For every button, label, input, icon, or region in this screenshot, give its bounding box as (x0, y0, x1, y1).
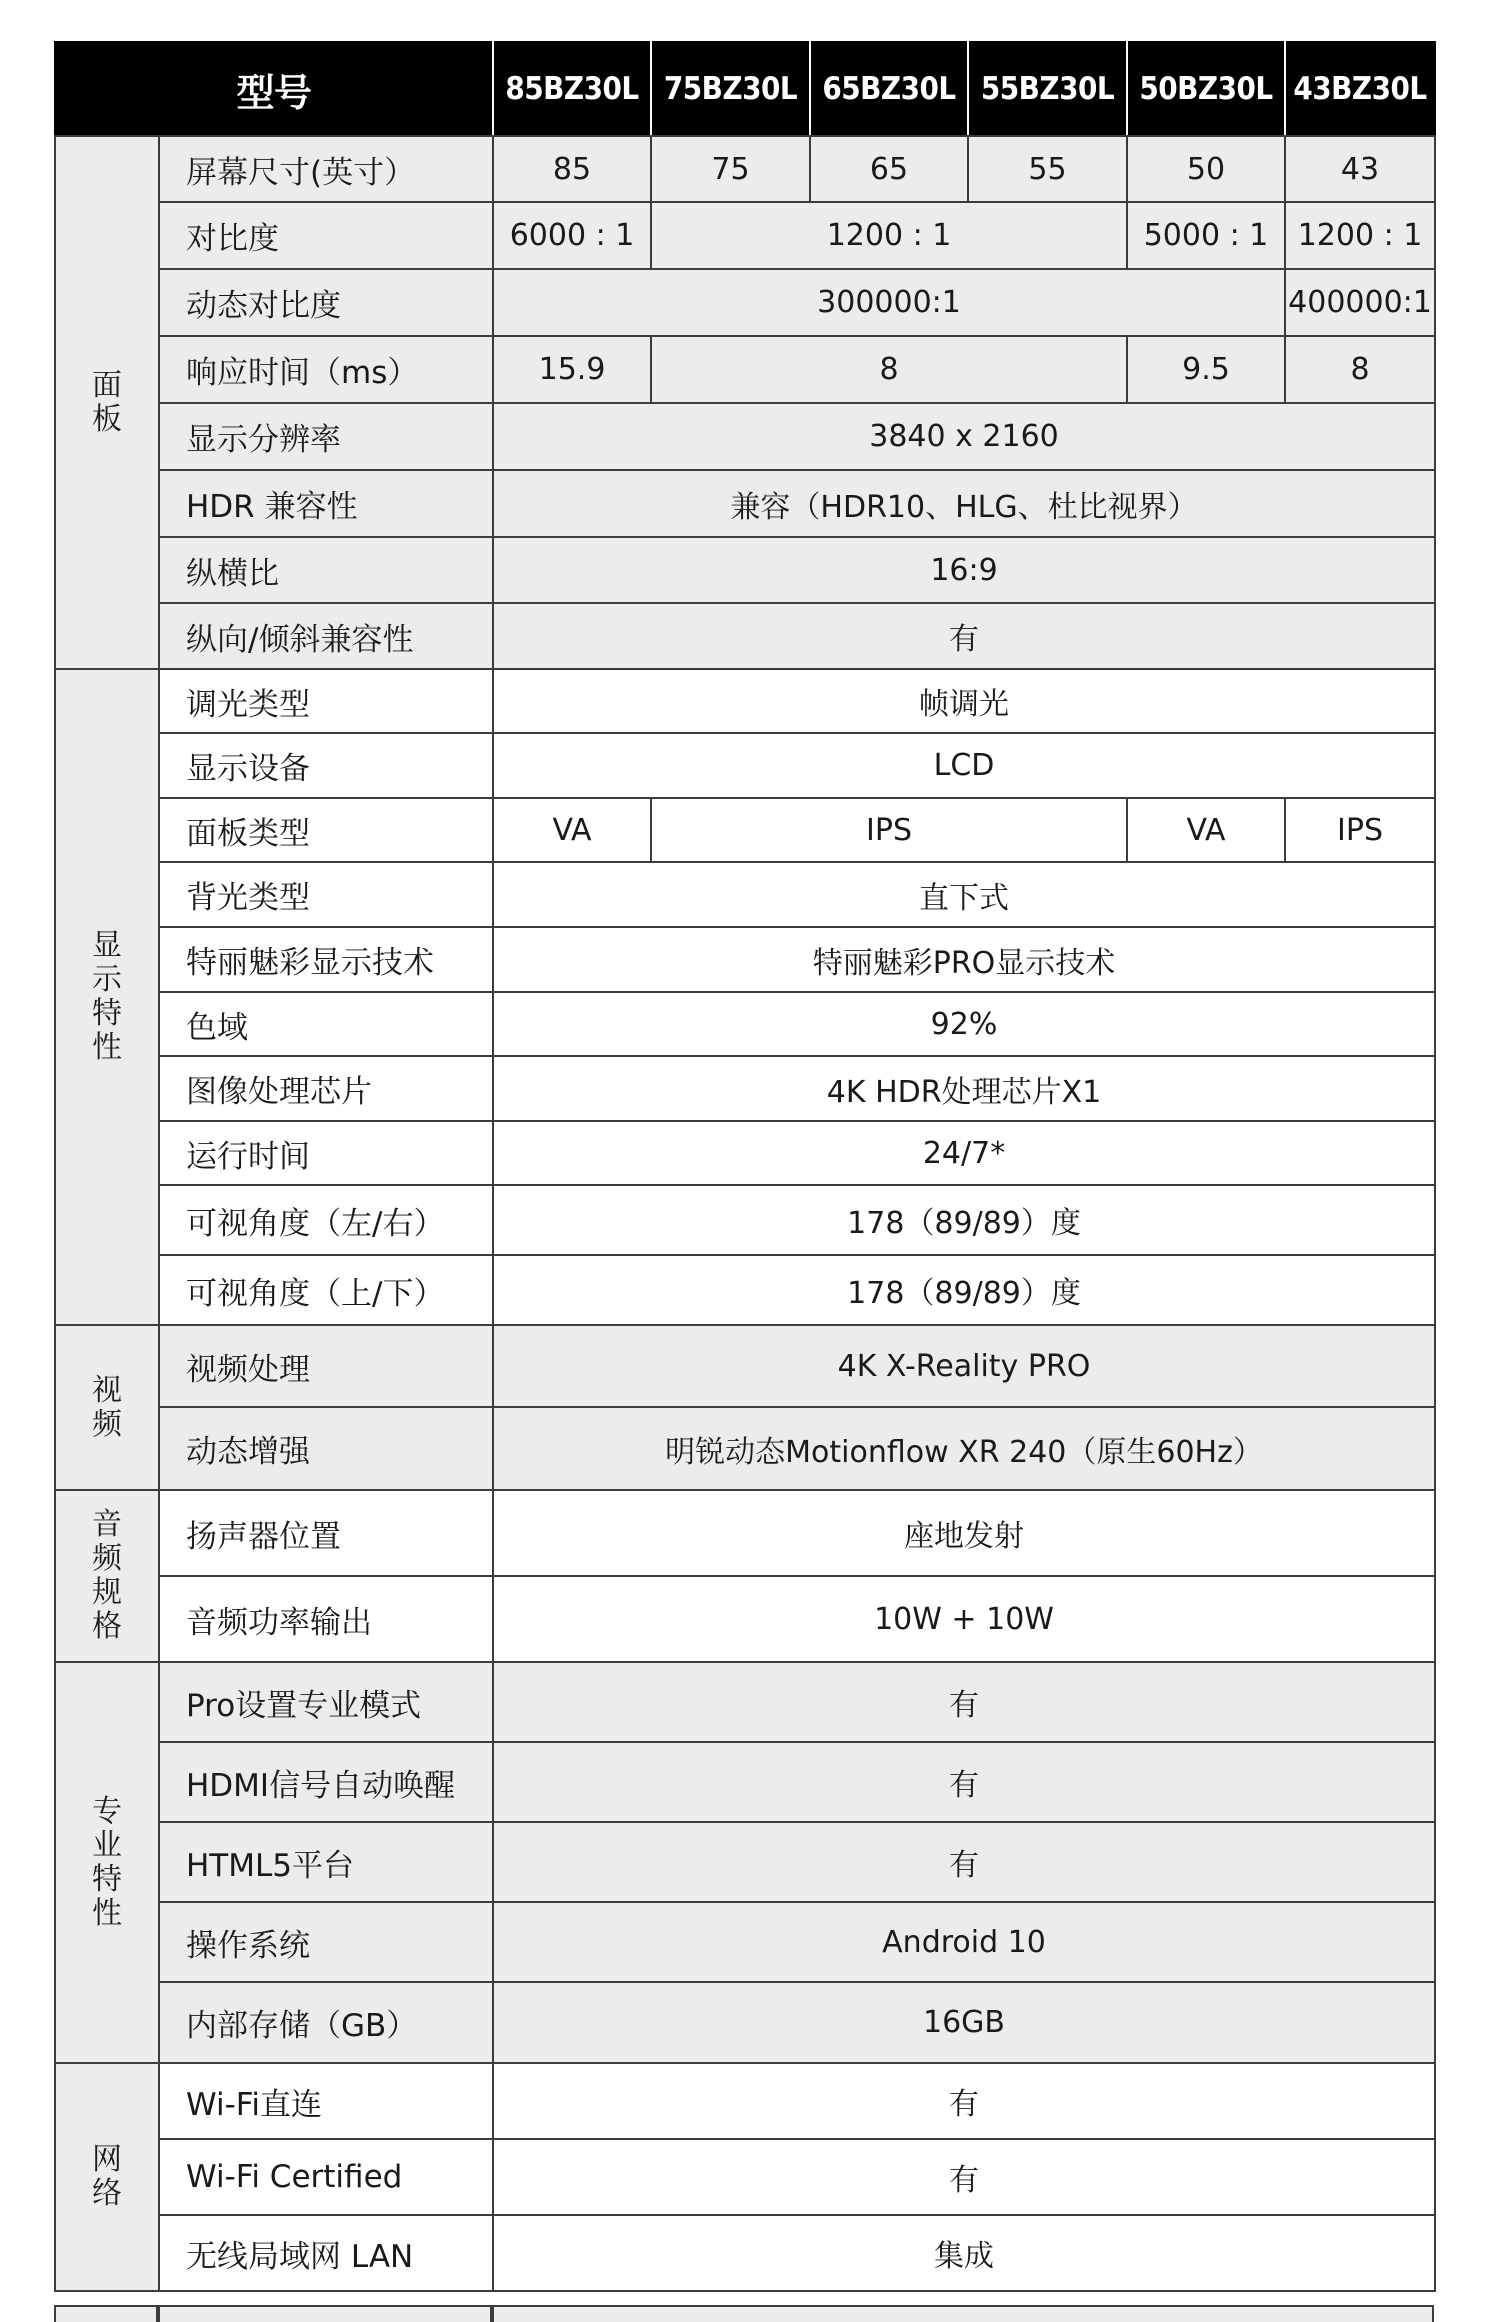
spec-label: HDMI信号自动唤醒 (159, 1742, 493, 1822)
spec-row (55, 202, 1435, 269)
spec-row (55, 403, 1435, 470)
spec-row (55, 733, 1435, 798)
spec-label: 扬声器位置 (159, 1490, 493, 1576)
spec-value: 43 (1285, 136, 1435, 202)
spec-value: IPS (1285, 798, 1435, 862)
spec-label: 可视角度（上/下） (159, 1255, 493, 1325)
spec-row (55, 1185, 1435, 1255)
spec-value: Android 10 (493, 1902, 1435, 1982)
spec-value: 400000:1 (1285, 269, 1435, 336)
spec-row (55, 1662, 1435, 1742)
table-bottom-edge (54, 2305, 1434, 2322)
spec-label: HDR 兼容性 (159, 470, 493, 537)
spec-value: 1200 : 1 (1285, 202, 1435, 269)
spec-value: 4K X-Reality PRO (493, 1325, 1435, 1407)
model-header: 75BZ30L (651, 42, 810, 136)
group-label-cell (55, 136, 159, 669)
spec-value: 178（89/89）度 (493, 1185, 1435, 1255)
spec-value: LCD (493, 733, 1435, 798)
spec-label: 对比度 (159, 202, 493, 269)
table-edge-cell (158, 2305, 492, 2322)
spec-row (55, 1255, 1435, 1325)
spec-value: 55 (968, 136, 1127, 202)
spec-value: 帧调光 (493, 669, 1435, 733)
spec-value: 直下式 (493, 862, 1435, 927)
spec-value: 4K HDR处理芯片X1 (493, 1056, 1435, 1121)
header-row (55, 42, 1435, 136)
spec-label: 背光类型 (159, 862, 493, 927)
spec-row (55, 669, 1435, 733)
spec-value: 9.5 (1127, 336, 1285, 403)
table-edge-cell (54, 2305, 158, 2322)
spec-row (55, 992, 1435, 1056)
spec-label: 屏幕尺寸(英寸） (159, 136, 493, 202)
spec-label: 动态增强 (159, 1407, 493, 1490)
spec-value: 有 (493, 2139, 1435, 2215)
spec-value: 有 (493, 603, 1435, 669)
spec-row (55, 2139, 1435, 2215)
spec-value: 300000:1 (493, 269, 1285, 336)
spec-row (55, 269, 1435, 336)
spec-value: 有 (493, 1662, 1435, 1742)
spec-row (55, 336, 1435, 403)
spec-row (55, 862, 1435, 927)
group-label-cell (55, 669, 159, 1325)
spec-value: 178（89/89）度 (493, 1255, 1435, 1325)
spec-row (55, 798, 1435, 862)
spec-label: 音频功率输出 (159, 1576, 493, 1662)
spec-row (55, 1982, 1435, 2063)
spec-value: 座地发射 (493, 1490, 1435, 1576)
spec-label: 响应时间（ms） (159, 336, 493, 403)
spec-value: 3840 x 2160 (493, 403, 1435, 470)
spec-value: 兼容（HDR10、HLG、杜比视界） (493, 470, 1435, 537)
spec-value: 集成 (493, 2215, 1435, 2291)
group-label: 专业特性 (92, 1793, 122, 1931)
spec-label: HTML5平台 (159, 1822, 493, 1902)
spec-label: 特丽魅彩显示技术 (159, 927, 493, 992)
group-label-cell (55, 1662, 159, 2063)
spec-value: 5000 : 1 (1127, 202, 1285, 269)
spec-label: 运行时间 (159, 1121, 493, 1185)
spec-label: 调光类型 (159, 669, 493, 733)
model-header: 50BZ30L (1127, 42, 1285, 136)
model-header-label: 型号 (55, 42, 493, 136)
group-label: 视频 (92, 1372, 122, 1442)
model-header: 43BZ30L (1285, 42, 1435, 136)
spec-value: 15.9 (493, 336, 651, 403)
group-label: 网络 (92, 2142, 122, 2211)
spec-row (55, 537, 1435, 603)
group-label: 显示特性 (92, 928, 122, 1065)
model-header: 65BZ30L (810, 42, 968, 136)
group-label-cell (55, 2063, 159, 2291)
spec-value: 1200 : 1 (651, 202, 1127, 269)
model-header: 55BZ30L (968, 42, 1127, 136)
spec-body (55, 136, 1435, 2291)
spec-row (55, 1576, 1435, 1662)
spec-row (55, 1902, 1435, 1982)
spec-row (55, 1822, 1435, 1902)
spec-value: 10W + 10W (493, 1576, 1435, 1662)
spec-label: 显示分辨率 (159, 403, 493, 470)
spec-value: 8 (1285, 336, 1435, 403)
spec-value: 50 (1127, 136, 1285, 202)
spec-label: Wi-Fi直连 (159, 2063, 493, 2139)
spec-label: 显示设备 (159, 733, 493, 798)
spec-value: 65 (810, 136, 968, 202)
spec-table (54, 41, 1436, 2292)
spec-value: 75 (651, 136, 810, 202)
group-label: 音频规格 (92, 1507, 122, 1644)
spec-value: VA (493, 798, 651, 862)
model-header: 85BZ30L (493, 42, 651, 136)
spec-value: 特丽魅彩PRO显示技术 (493, 927, 1435, 992)
spec-label: 色域 (159, 992, 493, 1056)
spec-label: Wi-Fi Certified (159, 2139, 493, 2215)
spec-value: IPS (651, 798, 1127, 862)
spec-label: 无线局域网 LAN (159, 2215, 493, 2291)
spec-row (55, 1056, 1435, 1121)
spec-label: 图像处理芯片 (159, 1056, 493, 1121)
spec-label: 纵向/倾斜兼容性 (159, 603, 493, 669)
spec-value: 24/7* (493, 1121, 1435, 1185)
spec-row (55, 136, 1435, 202)
spec-value: 8 (651, 336, 1127, 403)
spec-row (55, 1121, 1435, 1185)
spec-label: 可视角度（左/右） (159, 1185, 493, 1255)
spec-value: 16:9 (493, 537, 1435, 603)
spec-value: 16GB (493, 1982, 1435, 2063)
spec-row (55, 2063, 1435, 2139)
spec-value: 有 (493, 2063, 1435, 2139)
spec-row (55, 1490, 1435, 1576)
group-label-cell (55, 1325, 159, 1490)
spec-row (55, 927, 1435, 992)
group-label: 面板 (92, 367, 122, 437)
spec-row (55, 1407, 1435, 1490)
spec-row (55, 2215, 1435, 2291)
spec-value: VA (1127, 798, 1285, 862)
spec-row (55, 603, 1435, 669)
spec-label: 操作系统 (159, 1902, 493, 1982)
table-edge-cell (492, 2305, 1434, 2322)
spec-value: 明锐动态Motionflow XR 240（原生60Hz） (493, 1407, 1435, 1490)
spec-label: 动态对比度 (159, 269, 493, 336)
spec-row (55, 1325, 1435, 1407)
spec-label: 面板类型 (159, 798, 493, 862)
group-label-cell (55, 1490, 159, 1662)
spec-label: 视频处理 (159, 1325, 493, 1407)
spec-value: 92% (493, 992, 1435, 1056)
spec-value: 85 (493, 136, 651, 202)
spec-label: Pro设置专业模式 (159, 1662, 493, 1742)
spec-row (55, 470, 1435, 537)
spec-label: 纵横比 (159, 537, 493, 603)
spec-row (55, 1742, 1435, 1822)
spec-label: 内部存储（GB） (159, 1982, 493, 2063)
spec-value: 有 (493, 1742, 1435, 1822)
spec-value: 6000 : 1 (493, 202, 651, 269)
spec-value: 有 (493, 1822, 1435, 1902)
